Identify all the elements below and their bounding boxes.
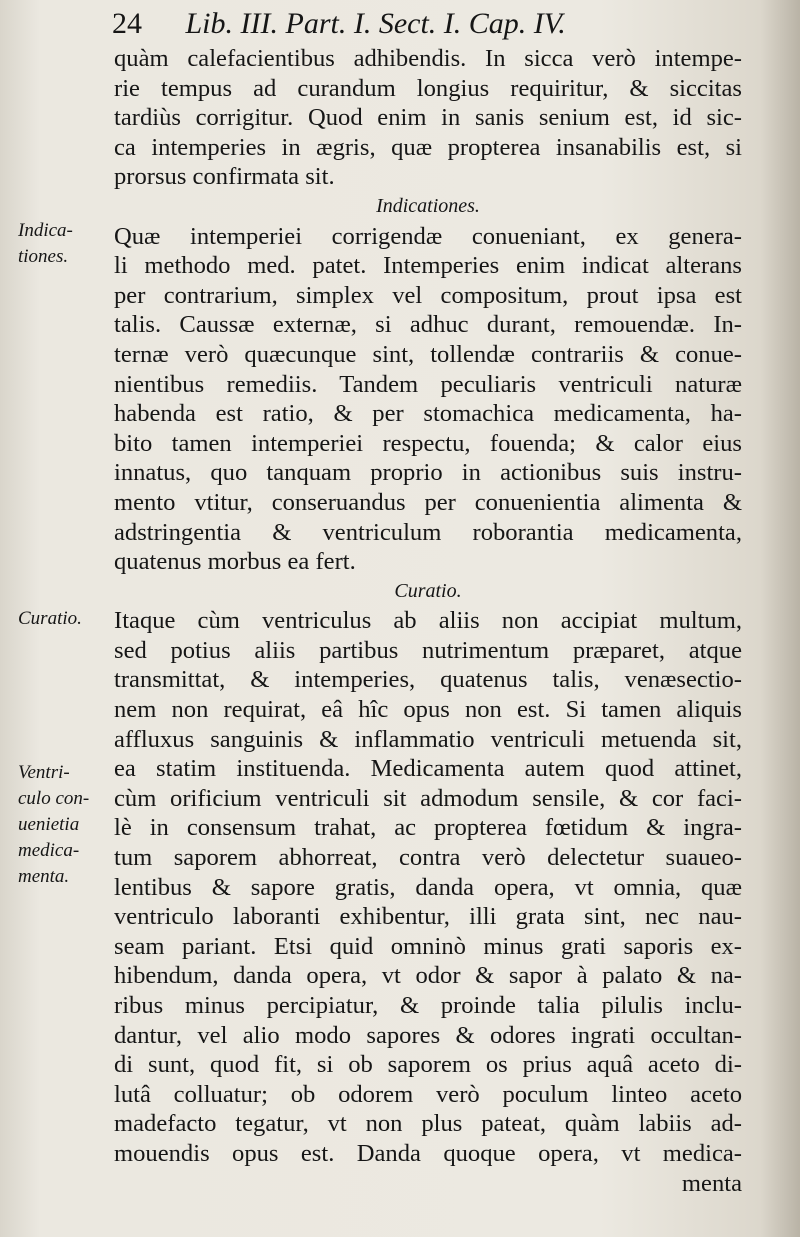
page-number: 24 xyxy=(112,7,142,40)
margin-note-line: medica- xyxy=(18,840,80,861)
text-line: lentibus & sapore gratis, danda opera, vt omnia, quæ xyxy=(114,873,742,901)
text-line: quàm calefacientibus adhibendis. In sicca verò intempe- xyxy=(114,45,742,72)
text-line: menta xyxy=(681,1169,742,1197)
text-line: cùm orificium ventriculi sit admodum sensile, & cor faci- xyxy=(114,784,742,812)
text-line: Quæ intemperiei corrigendæ conueniant, ex genera- xyxy=(114,222,742,250)
text-line: innatus, quo tanquam proprio in actionibus suis instru- xyxy=(114,459,742,487)
text-line: nientibus remediis. Tandem peculiaris ventriculi naturæ xyxy=(114,370,742,398)
text-line: lutâ colluatur; ob odorem verò poculum linteo aceto xyxy=(114,1080,742,1108)
text-line: ea statim instituenda. Medicamenta autem quod attinet, xyxy=(114,755,742,783)
text-line: prorsus confirmata sit. xyxy=(114,163,335,191)
text-line: seam pariant. Etsi quid omninò minus grati saporis ex- xyxy=(114,932,742,960)
text-line: hibendum, danda opera, vt odor & sapor à palato & na- xyxy=(114,962,742,990)
text-line: di sunt, quod fit, si ob saporem os prius aquâ aceto di- xyxy=(114,1051,742,1079)
text-line: rie tempus ad curandum longius requiritur, & siccitas xyxy=(114,74,742,102)
margin-note-ventriculo xyxy=(18,760,110,890)
text-line: dantur, vel alio modo sapores & odores ingrati occultan- xyxy=(114,1021,742,1049)
text-line: quatenus morbus ea fert. xyxy=(114,548,356,576)
text-line: ventriculo laboranti exhibentur, illi grata sint, nec nau- xyxy=(114,903,742,931)
running-title: Lib. III. Part. I. Sect. I. Cap. IV. xyxy=(185,7,566,40)
margin-note-line: uenietia xyxy=(18,814,80,835)
margin-note-indicationes xyxy=(18,218,110,270)
text-line: habenda est ratio, & per stomachica medicamenta, ha- xyxy=(114,400,742,428)
margin-note-line: menta. xyxy=(18,866,70,887)
margin-note-line: Curatio. xyxy=(18,608,82,629)
text-line: lè in consensum trahat, ac propterea fœtidum & ingra- xyxy=(114,814,742,842)
margin-note-line: culo con- xyxy=(18,788,90,809)
section-heading: Curatio. xyxy=(394,579,462,602)
text-line: talis. Caussæ externæ, si adhuc durant, remouendæ. In- xyxy=(114,311,742,339)
text-line: transmittat, & intemperies, quatenus talis, venæsectio- xyxy=(114,666,742,694)
text-line: mouendis opus est. Danda quoque opera, vt medica- xyxy=(114,1139,742,1167)
running-header xyxy=(112,4,740,44)
margin-note-curatio xyxy=(18,606,110,632)
section-heading: Indicationes. xyxy=(376,194,480,217)
text-line: tum saporem abhorreat, contra verò delectetur suaueo- xyxy=(114,844,742,872)
text-line: madefacto tegatur, vt non plus pateat, quàm labiis ad- xyxy=(114,1110,742,1138)
text-line: affluxus sanguinis & inflammatio ventriculi metuenda sit, xyxy=(114,725,742,753)
margin-note-line: tiones. xyxy=(18,246,69,267)
text-line: Itaque cùm ventriculus ab aliis non accipiat multum, xyxy=(114,607,742,635)
text-line: sed potius aliis partibus nutrimentum præparet, atque xyxy=(114,636,742,664)
text-line: per contrarium, simplex vel compositum, prout ipsa est xyxy=(114,281,742,309)
text-line: tardiùs corrigitur. Quod enim in sanis senium est, id sic- xyxy=(114,104,742,132)
text-line: ca intemperies in ægris, quæ propterea insanabilis est, si xyxy=(114,133,742,161)
margin-note-line: Ventri- xyxy=(18,762,70,783)
text-line: ternæ verò quæcunque sint, tollendæ contrariis & conue- xyxy=(114,340,742,368)
text-line: nem non requirat, eâ hîc opus non est. Si tamen aliquis xyxy=(114,696,742,724)
main-text-column xyxy=(114,44,742,1198)
text-line: mento vtitur, conseruandus per conuenientia alimenta & xyxy=(114,488,742,516)
text-line: li methodo med. patet. Intemperies enim indicat alterans xyxy=(114,252,742,280)
text-line: adstringentia & ventriculum roborantia medicamenta, xyxy=(114,518,742,546)
text-line: bito tamen intemperiei respectu, fouenda; & calor eius xyxy=(114,429,742,457)
text-line: ribus minus percipiatur, & proinde talia pilulis inclu- xyxy=(114,992,742,1019)
margin-note-line: Indica- xyxy=(18,220,73,241)
